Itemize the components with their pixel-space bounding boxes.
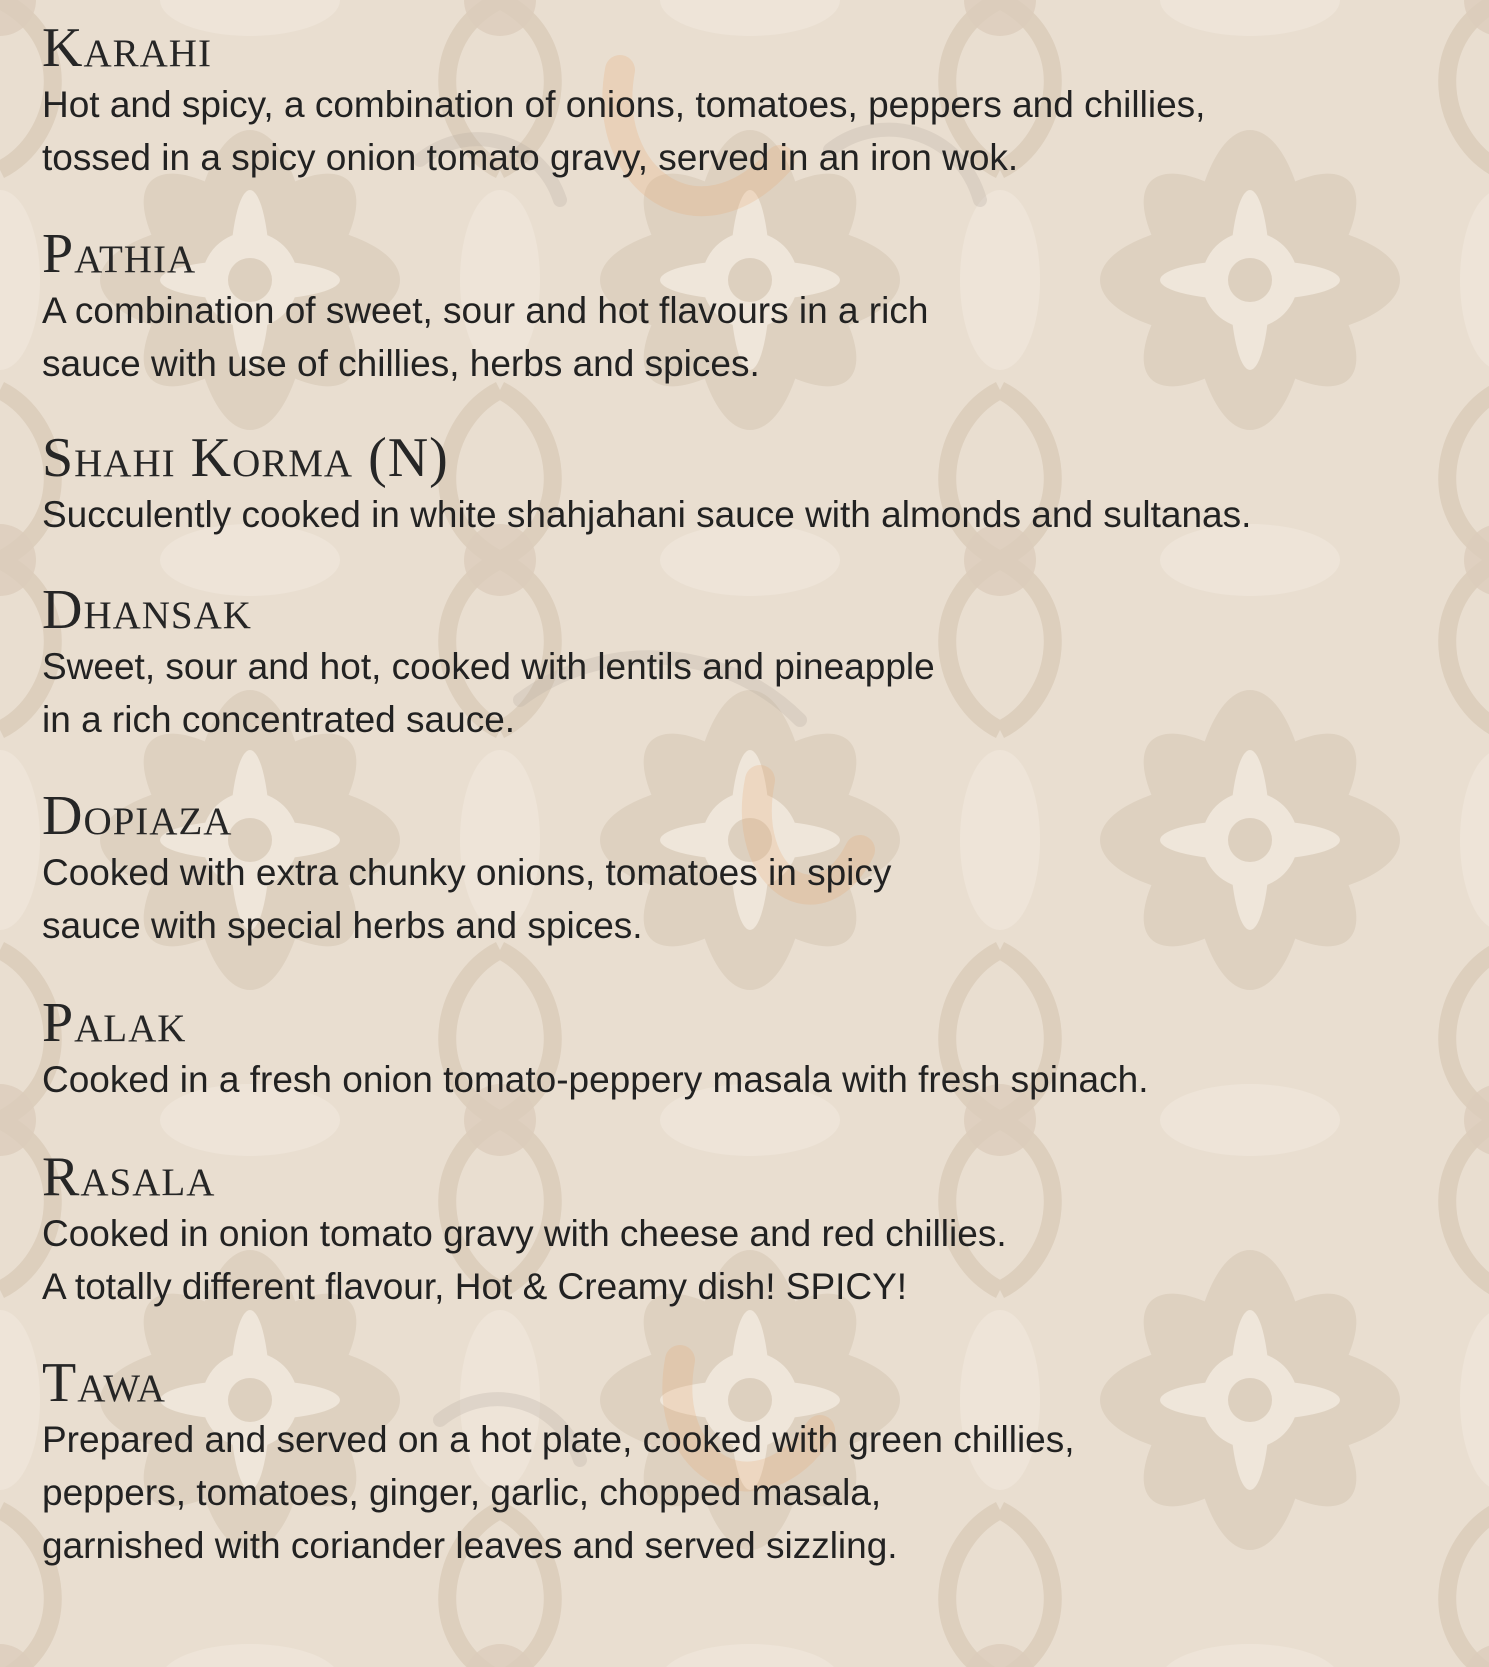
dish-title: Rasala	[42, 1146, 216, 1208]
menu-item-dhansak	[42, 580, 1462, 746]
description-line: in a rich concentrated sauce.	[42, 699, 516, 740]
dish-title: Tawa	[42, 1352, 166, 1414]
menu-item-karahi	[42, 18, 1462, 184]
description-line: tossed in a spicy onion tomato gravy, served in an iron wok.	[42, 137, 1019, 178]
dish-title: Karahi	[42, 17, 212, 79]
description-line: Cooked with extra chunky onions, tomatoes in spicy	[42, 852, 892, 893]
menu-item-shahi-korma	[42, 428, 1462, 541]
description-line: Cooked in a fresh onion tomato-peppery masala with fresh spinach.	[42, 1059, 1149, 1100]
dish-description	[42, 1207, 1462, 1313]
menu-item-tawa	[42, 1353, 1462, 1572]
description-line: Cooked in onion tomato gravy with cheese and red chillies.	[42, 1213, 1007, 1254]
description-line: sauce with use of chillies, herbs and spices.	[42, 343, 760, 384]
menu-item-palak	[42, 993, 1462, 1106]
menu-item-pathia	[42, 224, 1462, 390]
description-line: Succulently cooked in white shahjahani sauce with almonds and sultanas.	[42, 494, 1252, 535]
dish-description	[42, 640, 1462, 746]
description-line: Hot and spicy, a combination of onions, tomatoes, peppers and chillies,	[42, 84, 1206, 125]
dish-description	[42, 488, 1462, 541]
menu-item-rasala	[42, 1147, 1462, 1313]
dish-title: Shahi Korma (N)	[42, 427, 449, 489]
dish-title: Dhansak	[42, 579, 252, 641]
dish-title: Pathia	[42, 223, 197, 285]
dish-description	[42, 284, 1462, 390]
dish-title: Dopiaza	[42, 785, 233, 847]
dish-title: Palak	[42, 992, 187, 1054]
description-line: Prepared and served on a hot plate, cooked with green chillies,	[42, 1419, 1075, 1460]
dish-description	[42, 78, 1462, 184]
menu-item-dopiaza	[42, 786, 1462, 952]
description-line: sauce with special herbs and spices.	[42, 905, 643, 946]
dish-description	[42, 846, 1462, 952]
description-line: A totally different flavour, Hot & Creamy dish! SPICY!	[42, 1266, 908, 1307]
description-line: Sweet, sour and hot, cooked with lentils and pineapple	[42, 646, 935, 687]
description-line: peppers, tomatoes, ginger, garlic, chopped masala,	[42, 1472, 882, 1513]
dish-description	[42, 1413, 1462, 1572]
description-line: garnished with coriander leaves and served sizzling.	[42, 1525, 898, 1566]
dish-description	[42, 1053, 1462, 1106]
description-line: A combination of sweet, sour and hot flavours in a rich	[42, 290, 929, 331]
